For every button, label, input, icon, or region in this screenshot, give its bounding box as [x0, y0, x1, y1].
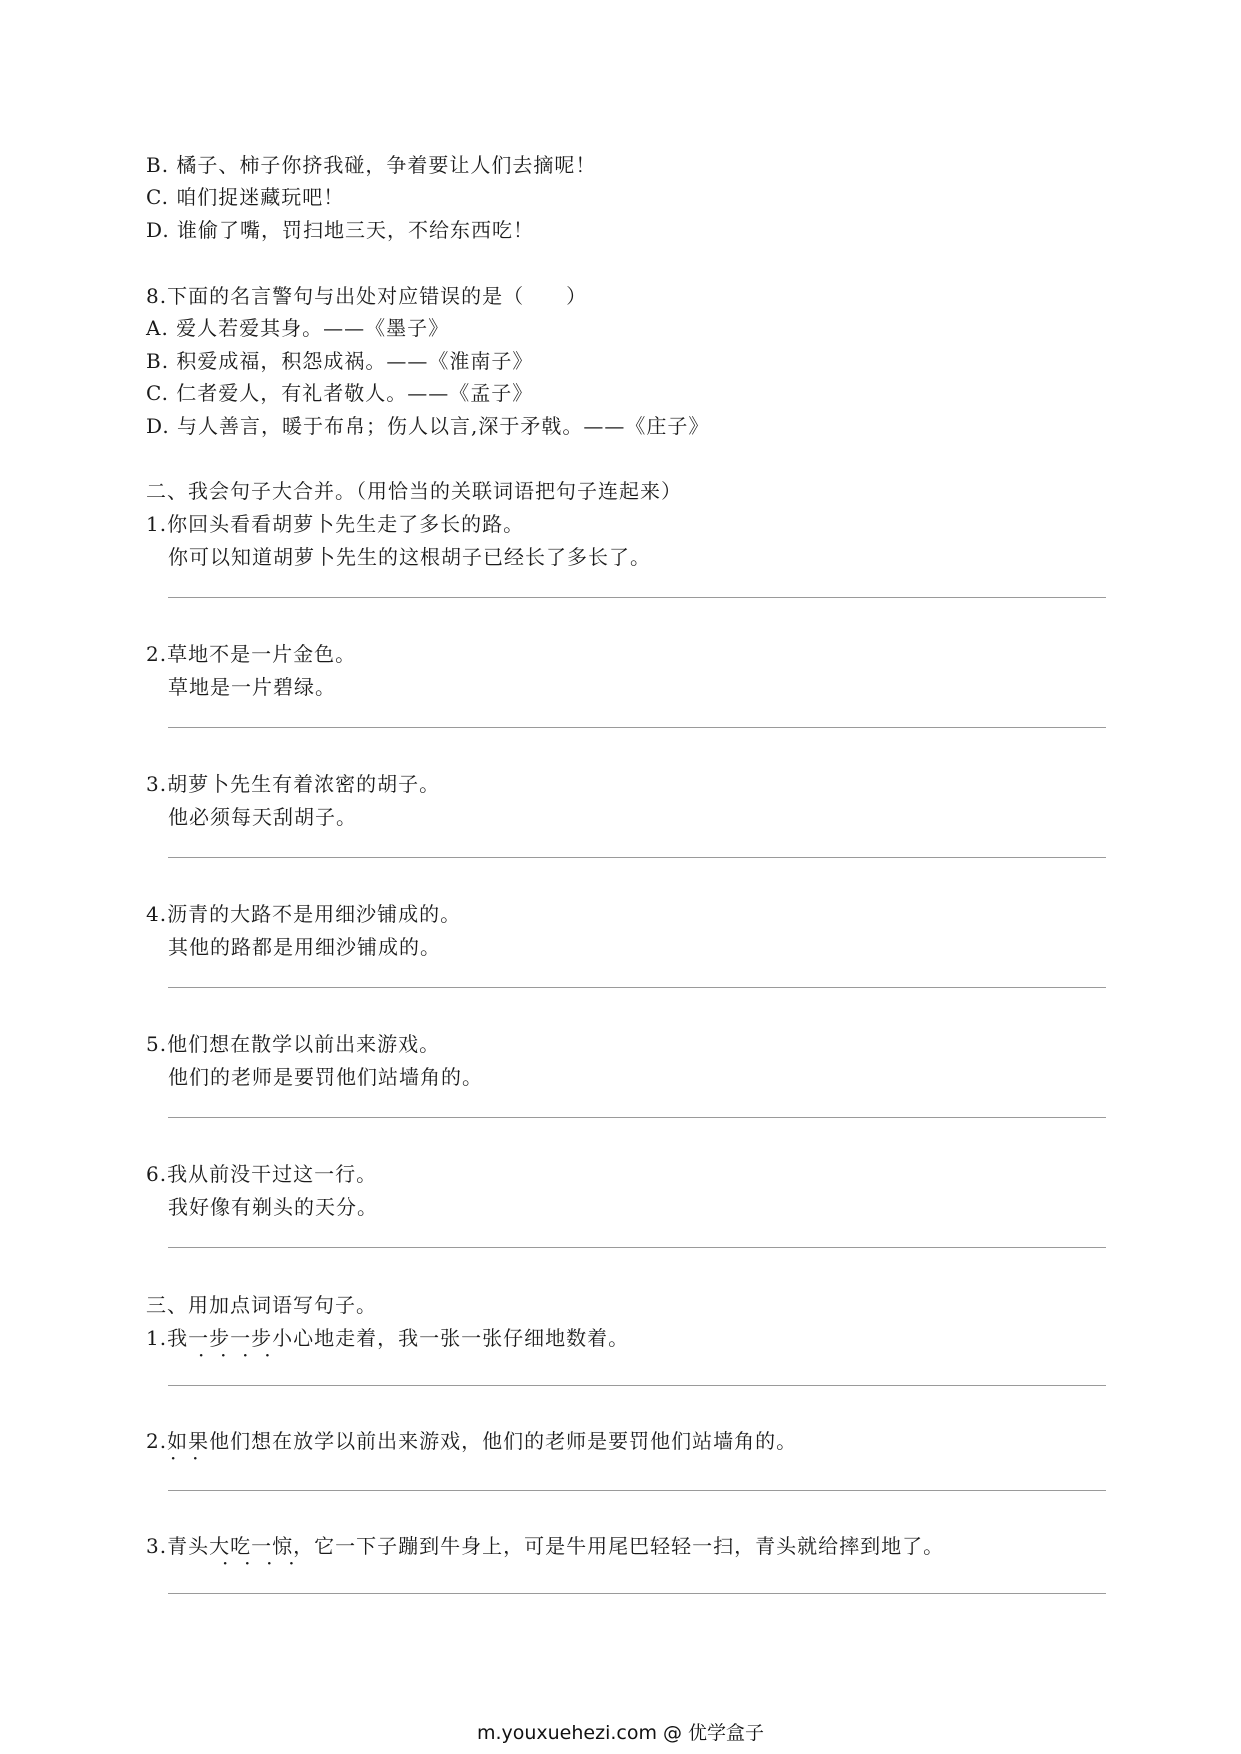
answer-line[interactable]	[168, 857, 1106, 858]
s2-item3-a: 3.胡萝卜先生有着浓密的胡子。	[146, 772, 441, 796]
s2-item4-b: 其他的路都是用细沙铺成的。	[168, 935, 441, 959]
emphasis-dots: · ·	[170, 1446, 200, 1470]
section3-heading: 三、用加点词语写句子。	[146, 1293, 377, 1317]
answer-line[interactable]	[168, 987, 1106, 988]
answer-line[interactable]	[168, 1593, 1106, 1594]
s2-item3-b: 他必须每天刮胡子。	[168, 805, 357, 829]
footer-watermark: m.youxuehezi.com @ 优学盒子	[476, 1722, 765, 1744]
q7-option-d: D. 谁偷了嘴，罚扫地三天，不给东西吃！	[146, 218, 535, 242]
s3-item3: 3.青头大吃一惊，它一下子蹦到牛身上，可是牛用尾巴轻轻一扫，青头就给摔到地了。	[146, 1534, 945, 1558]
q8-stem: 8.下面的名言警句与出处对应错误的是（ ）	[146, 284, 588, 308]
answer-line[interactable]	[168, 727, 1106, 728]
s2-item6-b: 我好像有剃头的天分。	[168, 1195, 378, 1219]
answer-line[interactable]	[168, 1385, 1106, 1386]
s3-item2: 2.如果他们想在放学以前出来游戏，他们的老师是要罚他们站墙角的。	[146, 1429, 798, 1453]
s2-item6-a: 6.我从前没干过这一行。	[146, 1162, 378, 1186]
q8-option-a: A. 爱人若爱其身。——《墨子》	[146, 316, 450, 340]
q8-option-c: C. 仁者爱人，有礼者敬人。——《孟子》	[146, 381, 534, 405]
answer-line[interactable]	[168, 597, 1106, 598]
s2-item2-b: 草地是一片碧绿。	[168, 675, 336, 699]
q7-option-b: B. 橘子、柿子你挤我碰，争着要让人们去摘呢！	[146, 153, 597, 177]
s2-item2-a: 2.草地不是一片金色。	[146, 642, 357, 666]
answer-line[interactable]	[168, 1490, 1106, 1491]
s2-item4-a: 4.沥青的大路不是用细沙铺成的。	[146, 902, 462, 926]
s2-item1-a: 1.你回头看看胡萝卜先生走了多长的路。	[146, 512, 525, 536]
q7-option-c: C. 咱们捉迷藏玩吧！	[146, 185, 345, 209]
s2-item5-b: 他们的老师是要罚他们站墙角的。	[168, 1065, 483, 1089]
q8-option-d: D. 与人善言，暖于布帛；伤人以言,深于矛戟。——《庄子》	[146, 414, 710, 438]
answer-line[interactable]	[168, 1117, 1106, 1118]
s3-item1: 1.我一步一步小心地走着，我一张一张仔细地数着。	[146, 1326, 630, 1350]
s2-item1-b: 你可以知道胡萝卜先生的这根胡子已经长了多长了。	[168, 545, 651, 569]
q8-option-b: B. 积爱成福，积怨成祸。——《淮南子》	[146, 349, 534, 373]
answer-line[interactable]	[168, 1247, 1106, 1248]
section2-heading: 二、我会句子大合并。（用恰当的关联词语把句子连起来）	[146, 479, 682, 503]
emphasis-dots: · · · ·	[222, 1551, 296, 1575]
emphasis-dots: · · · ·	[198, 1343, 272, 1367]
s2-item5-a: 5.他们想在散学以前出来游戏。	[146, 1032, 441, 1056]
